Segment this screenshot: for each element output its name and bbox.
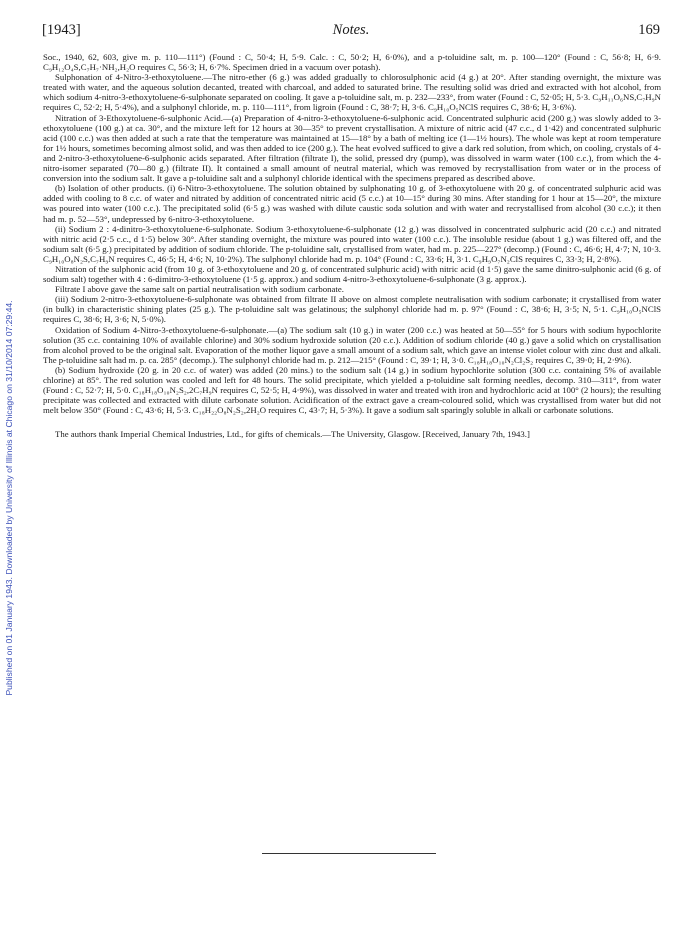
acknowledgement: The authors thank Imperial Chemical Industries, Ltd., for gifts of chemicals.—The University, Glasgow. [Received, January 7th, 1943.] [55,429,530,440]
header-title: Notes. [332,22,370,38]
header-year: [1943] [42,22,81,38]
download-watermark [2,148,16,848]
paragraph-oxidation-a: Oxidation of Sodium 4-Nitro-3-ethoxytoluene-6-sulphonate.—(a) The sodium salt (10 g.) in water (200 c.c.) was heated at 50—55° for 5 hours with sodium hypochlorite solution (35 c.c. containing 10% of available chlorine) and 30% sodium hydroxide solution (20 c.c.). Addition of sodium chloride (40 g.) gave a solid which on crystallisation from alcohol proved to be the original salt. Evaporation of the mother liquor gave a small amount of a sodium salt, which gave an intense violet colour with zinc dust and alkali. The p-toluidine salt had m. p. ca. 285° (decomp.). The sulphonyl chloride had m. p. 212—215° (Found : C, 39·1; H, 3·0. C₁₈H₁₈O₁₀N₂Cl₂S₂ requires C, 39·0; H, 2·9%). [43,324,661,365]
article-body [43,52,661,439]
paragraph-continuation: Soc., 1940, 62, 603, give m. p. 110—111°) (Found : C, 50·4; H, 5·9. Calc. : C, 50·2; H, 6·0%), and a p-toluidine salt, m. p. 100—120° (Found : C, 56·8; H, 6·9. C₉H₁₂O₄S,C₇H₇·NH₂,H₂O requires C, 56·3; H, 6·7%. Specimen dried in a vacuum over potash). [43,52,661,73]
page-header [42,22,660,44]
paragraph-dinitro-sulphonate: (ii) Sodium 2 : 4-dinitro-3-ethoxytoluene-6-sulphonate. Sodium 3-ethoxytoluene-6-sulphonate (12 g.) was dissolved in concentrated sulphuric acid (20 c.c.) and nitrated with nitric acid (2·5 c.c., d 1·5) below 30°. After standing overnight, the mixture was poured into water (100 c.c.). The insoluble residue (about 1 g.) was filtered off, and the sodium salt (6·5 g.) precipitated by addition of sodium chloride. The p-toluidine salt, crystallised from water, had m. p. 225—227° (decomp.) (Found : C, 46·6; H, 4·7; N, 10·3. C₉H₁₀O₈N₂S,C₇H₉N requires C, 46·5; H, 4·6; N, 10·2%). The sulphonyl chloride had m. p. 104° (Found : C, 33·6; H, 3·1. C₉H₉O₇N₂ClS requires C, 33·3; H, 2·8%). [43,223,661,264]
paragraph-sulphonation: Sulphonation of 4-Nitro-3-ethoxytoluene.—The nitro-ether (6 g.) was added gradually to chlorosulphonic acid (4 g.) at 20°. After standing overnight, the mixture was treated with water, and the aqueous solution decanted, treated with charcoal, and added to saturated brine. The resulting solid was dried and extracted with hot alcohol, from which sodium 4-nitro-3-ethoxytoluene-6-sulphonate separated on cooling. It gave a p-toluidine salt, m. p. 232—233°, from water (Found : C, 52·05; H, 5·3. C₉H₁₁O₆NS,C₇H₉N requires C, 52·2; H, 5·4%), and a sulphonyl chloride, m. p. 110—111°, from ligroin (Found : C, 38·7; H, 3·6. C₉H₁₀O₅NClS requires C, 38·6; H, 3·6%). [43,72,661,113]
paragraph-two-nitro-sulphonate: (iii) Sodium 2-nitro-3-ethoxytoluene-6-sulphonate was obtained from filtrate II above on almost complete neutralisation with sodium carbonate; it crystallised from water (in bulk) in characteristic shining plates (25 g.). The p-toluidine salt was gelatinous; the sulphonyl chloride had m. p. 97° (Found : C, 38·6; H, 3·5; N, 5·1. C₉H₁₀O₅NClS requires C, 38·6; H, 3·6; N, 5·0%). [43,294,661,325]
download-watermark-text[interactable]: Published on 01 January 1943. Downloaded by University of Illinois at Chicago on 31/10/2014 07:29:44. [4,300,14,696]
paragraph-nitration: Nitration of 3-Ethoxytoluene-6-sulphonic Acid.—(a) Preparation of 4-nitro-3-ethoxytoluene-6-sulphonic acid. Concentrated sulphuric acid (200 g.) was slowly added to 3-ethoxytoluene (100 g.) at ca. 30°, and the mixture left for 12 hours at 30—35° to prevent crystallisation. A mixture of nitric acid (47 c.c., d 1·42) and concentrated sulphuric acid (100 c.c.) was then added at such a rate that the temperature was maintained at 15—18° by a bath of melting ice (1—1½ hours). The whole was kept at room temperature for 1½ hours, sometimes becoming almost solid, and was then added to ice (200 g.). The heat evolved sufficed to give a dark red solution, from which, on cooling, crystals of 4- and 2-nitro-3-ethoxytoluene-6-sulphonic acids separated. After filtration (filtrate I), the solid, pressed dry (pump), was dissolved in warm water (100 c.c.), from which the 4-nitro-isomer separated (70—80 g.) (filtrate II). It contained a small amount of neutral material, which was removed by recrystallisation from water or in the process of conversion into the sodium salt. It gave a p-toluidine salt and a sulphonyl chloride identical with the specimens prepared as described above. [43,112,661,184]
paragraph-filtrate-one: Filtrate I above gave the same salt on partial neutralisation with sodium carbonate. [55,284,344,295]
page-number: 169 [638,22,660,38]
paragraph-nitration-sulphonic-acid: Nitration of the sulphonic acid (from 10 g. of 3-ethoxytoluene and 20 g. of concentrated sulphuric acid) with nitric acid (d 1·5) gave the same dinitro-sulphonic acid (6 g. of sodium salt) together with 4 : 6-dimitro-3-ethoxytoluene (1·5 g. approx.) and sodium 4-nitro-3-ethoxytoluene-6-sulphonate (3 g. approx.). [43,263,661,285]
paragraph-oxidation-b: (b) Sodium hydroxide (20 g. in 20 c.c. of water) was added (20 mins.) to the sodium salt (14 g.) in sodium hypochlorite solution (300 c.c. containing 5% of available chlorine) at 85°. The red solution was cooled and left for 48 hours. The solid precipitate, which yielded a p-toluidine salt forming needles, decomp. 310—311°, from water (Found : C, 52·7; H, 5·0. C₁₈H₁₈O₁₀N₂S₂,2C₇H₉N requires C, 52·5; H, 4·9%), was dissolved in water and treated with iron and hydrochloric acid at 100° (2 hours); the resulting precipitate was collected and extracted with dilute carbonate solution. Acidification of the extract gave a cream-coloured solid, which was crystallised from water but did not melt below 350° (Found : C, 43·6; H, 5·3. C₁₈H₂₂O₈N₂S₂,2H₂O requires C, 43·7; H, 5·3%). It gave a sodium salt sparingly soluble in alkali or carbonate solutions. [43,364,661,416]
end-rule [262,853,436,854]
paragraph-isolation-nitro-ethoxytoluene: (b) Isolation of other products. (i) 6-Nitro-3-ethoxytoluene. The solution obtained by sulphonating 10 g. of 3-ethoxytoluene with 20 g. of concentrated sulphuric acid was added with cooling to 8 c.c. of water and nitrated by addition of concentrated nitric acid (5 c.c.) at 10—15° during 30 mins. After standing for 1 hour at 15—20°, the mixture was poured into water (100 c.c.). The precipitated solid (6·5 g.) was washed with dilute caustic soda solution and with water and recrystallised from alcohol (30 c.c.); it then had m. p. 52—53°, undepressed by 6-nitro-3-ethoxytoluene. [43,183,661,224]
